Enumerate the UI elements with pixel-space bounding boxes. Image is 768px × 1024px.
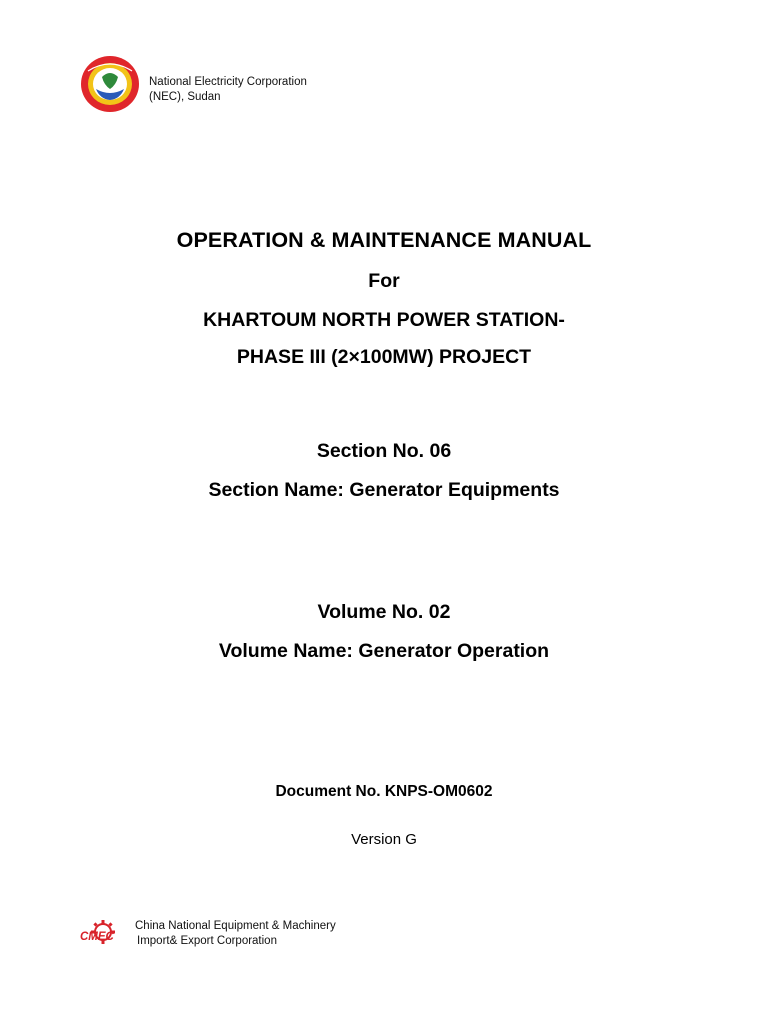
document-number: Document No. KNPS-OM0602 xyxy=(275,783,493,800)
nec-org-line1: National Electricity Corporation xyxy=(149,76,307,88)
section-number: Section No. 06 xyxy=(316,440,452,462)
volume-number: Volume No. 02 xyxy=(317,601,451,623)
cmec-logo-text: CMEC xyxy=(80,931,114,943)
document-version: Version G xyxy=(351,831,417,848)
nec-logo xyxy=(80,55,140,113)
project-name-line2: PHASE III (2×100MW) PROJECT xyxy=(236,346,532,368)
project-name-line1: KHARTOUM NORTH POWER STATION- xyxy=(203,309,565,331)
cmec-logo xyxy=(79,918,129,950)
volume-name: Volume Name: Generator Operation xyxy=(218,640,550,662)
for-label: For xyxy=(368,270,400,292)
cmec-organization-name xyxy=(135,919,336,949)
nec-org-line2: (NEC), Sudan xyxy=(149,91,221,103)
cmec-org-line1: China National Equipment & Machinery xyxy=(135,920,336,932)
cmec-org-line2: Import& Export Corporation xyxy=(137,935,277,947)
section-name: Section Name: Generator Equipments xyxy=(208,479,560,501)
manual-title: OPERATION & MAINTENANCE MANUAL xyxy=(176,228,592,252)
nec-organization-name xyxy=(149,75,307,105)
